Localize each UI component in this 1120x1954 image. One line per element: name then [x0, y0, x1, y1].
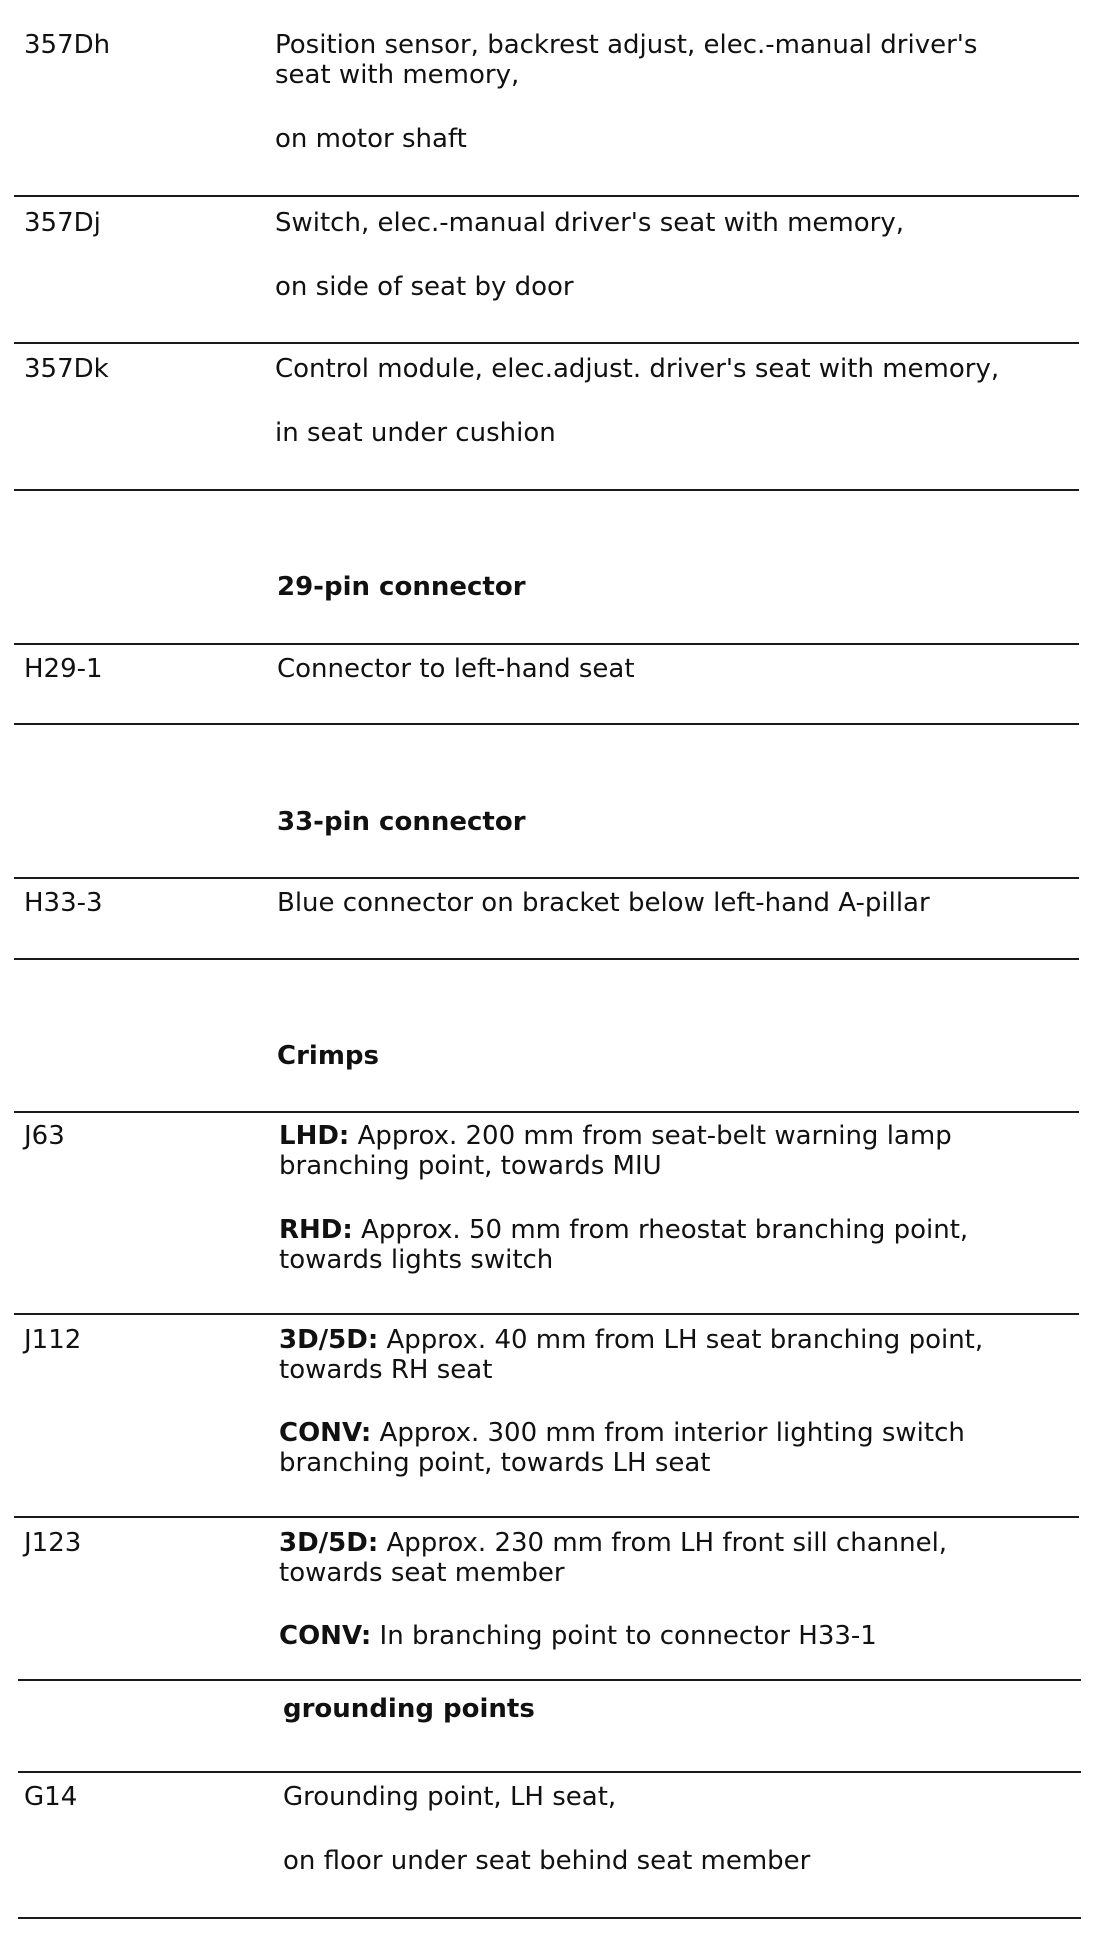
- description-line: towards seat member: [279, 1558, 565, 1588]
- variant-label: 3D/5D:: [279, 1528, 379, 1558]
- description-line: CONV: In branching point to connector H33-1: [279, 1621, 877, 1651]
- divider: [14, 1111, 1079, 1113]
- variant-label: CONV:: [279, 1621, 372, 1651]
- part-code: J123: [24, 1528, 82, 1558]
- divider: [14, 1516, 1079, 1518]
- divider: [14, 958, 1079, 960]
- part-code: J112: [24, 1325, 82, 1355]
- description-line: CONV: Approx. 300 mm from interior lighting switch: [279, 1418, 965, 1448]
- part-code: H33-3: [24, 888, 103, 918]
- description-line: Blue connector on bracket below left-hand A-pillar: [277, 888, 930, 918]
- description-line: LHD: Approx. 200 mm from seat-belt warning lamp: [279, 1121, 952, 1151]
- description-line: branching point, towards MIU: [279, 1151, 662, 1181]
- description-line: RHD: Approx. 50 mm from rheostat branching point,: [279, 1215, 969, 1245]
- location-line: on side of seat by door: [275, 272, 574, 302]
- divider: [14, 195, 1079, 197]
- variant-label: LHD:: [279, 1121, 350, 1151]
- description-line: seat with memory,: [275, 60, 520, 90]
- part-code: G14: [24, 1782, 78, 1812]
- divider: [14, 342, 1079, 344]
- description-line: Grounding point, LH seat,: [283, 1782, 617, 1812]
- description-line: 3D/5D: Approx. 230 mm from LH front sill channel,: [279, 1528, 948, 1558]
- divider: [14, 877, 1079, 879]
- divider: [18, 1771, 1081, 1773]
- divider: [14, 1313, 1079, 1315]
- description-line: towards RH seat: [279, 1355, 493, 1385]
- divider: [14, 723, 1079, 725]
- variant-label: RHD:: [279, 1215, 353, 1245]
- location-line: in seat under cushion: [275, 418, 556, 448]
- divider: [14, 489, 1079, 491]
- part-code: 357Dh: [24, 30, 111, 60]
- description-line: Control module, elec.adjust. driver's seat with memory,: [275, 354, 1000, 384]
- description-line: Connector to left-hand seat: [277, 654, 635, 684]
- description-line: branching point, towards LH seat: [279, 1448, 711, 1478]
- variant-label: 3D/5D:: [279, 1325, 379, 1355]
- divider: [18, 1679, 1081, 1681]
- part-code: J63: [24, 1121, 65, 1151]
- divider: [14, 643, 1079, 645]
- variant-label: CONV:: [279, 1418, 372, 1448]
- description-line: 3D/5D: Approx. 40 mm from LH seat branching point,: [279, 1325, 984, 1355]
- part-code: H29-1: [24, 654, 103, 684]
- section-heading: 29-pin connector: [277, 572, 526, 602]
- description-line: Position sensor, backrest adjust, elec.-manual driver's: [275, 30, 978, 60]
- divider: [18, 1917, 1081, 1919]
- description-line: towards lights switch: [279, 1245, 554, 1275]
- description-line: Switch, elec.-manual driver's seat with memory,: [275, 208, 904, 238]
- location-line: on motor shaft: [275, 124, 467, 154]
- location-line: on floor under seat behind seat member: [283, 1846, 811, 1876]
- section-heading: Crimps: [277, 1041, 379, 1071]
- section-heading: 33-pin connector: [277, 807, 526, 837]
- section-heading: grounding points: [283, 1694, 535, 1724]
- part-code: 357Dk: [24, 354, 109, 384]
- part-code: 357Dj: [24, 208, 101, 238]
